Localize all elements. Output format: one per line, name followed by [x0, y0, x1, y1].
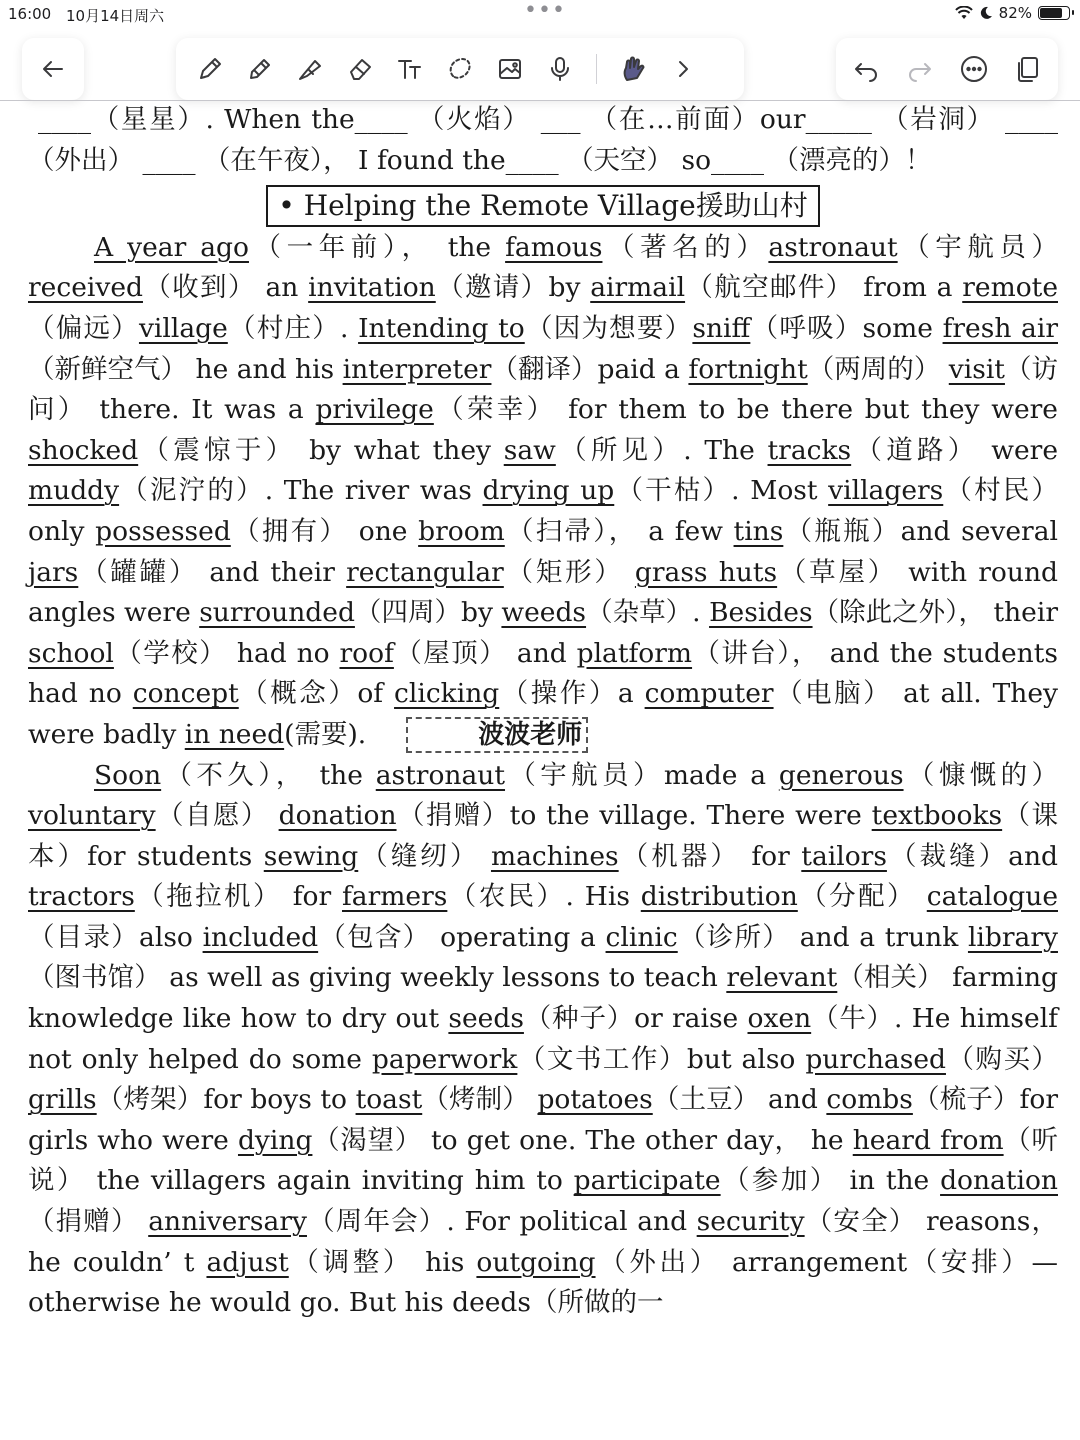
vocab-word: roof	[339, 637, 394, 669]
text-segment: （翻译）paid a	[491, 353, 689, 385]
text-segment: （学校） had no	[113, 637, 340, 669]
vocab-word: library	[967, 921, 1058, 953]
image-tool-button[interactable]	[490, 49, 530, 89]
vocab-word: donation	[940, 1165, 1058, 1197]
text-segment: （外出）	[595, 1246, 732, 1278]
vocab-word: astronaut	[375, 759, 506, 791]
text-icon	[395, 54, 425, 84]
chevron-right-icon	[668, 54, 698, 84]
status-time: 16:00	[8, 5, 52, 23]
vocab-word: grass huts	[634, 556, 778, 588]
text-segment: （购买）	[945, 1043, 1059, 1075]
text-segment: （邀请）by	[435, 272, 591, 304]
vocab-word: anniversary	[148, 1206, 307, 1238]
back-arrow-icon	[38, 54, 68, 84]
microphone-button[interactable]	[540, 49, 580, 89]
text-segment: （泥泞的）. The river was	[119, 475, 483, 507]
vocab-word: tractors	[28, 881, 135, 913]
vocab-word: machines	[490, 840, 619, 872]
vocab-word: outgoing	[476, 1246, 596, 1278]
text-segment: （听说） the villagers again inviting him to	[28, 1124, 1059, 1197]
text-segment: （种子）or raise	[523, 1003, 748, 1035]
pencil-tool-button[interactable]	[240, 49, 280, 89]
text-segment: （著名的）	[602, 231, 769, 263]
vocab-word: purchased	[805, 1043, 946, 1075]
text-segment: （拥有） one	[230, 515, 419, 547]
text-segment: （诊所） and a trunk	[677, 921, 968, 953]
text-segment: （包含） operating a	[318, 921, 606, 953]
vocab-word: donation	[278, 800, 397, 832]
vocab-word: catalogue	[926, 881, 1058, 913]
text-segment: （扫帚）， a few	[504, 515, 734, 547]
text-segment: （一年前）， the	[248, 231, 506, 263]
text-segment: （调整） his	[288, 1246, 477, 1278]
vocab-word: jars	[28, 556, 79, 588]
multitasking-dots-icon[interactable]: •••	[524, 0, 566, 23]
text-segment: （瓶瓶）and several	[783, 515, 1058, 547]
vocab-word: included	[202, 921, 319, 953]
more-icon	[959, 54, 989, 84]
text-segment: （讲台）， and the students had no	[28, 637, 1058, 710]
text-segment: （裁缝）and	[886, 840, 1059, 872]
lasso-icon	[445, 54, 475, 84]
paragraph-1	[28, 228, 1058, 756]
vocab-word: possessed	[95, 515, 231, 547]
status-date: 10月14日周六	[66, 7, 165, 25]
text-segment: （牛）. He himself not only helped do some	[28, 1003, 1058, 1075]
vocab-word: invitation	[308, 272, 436, 304]
marker-icon	[295, 54, 325, 84]
vocab-word: sewing	[263, 840, 359, 872]
text-segment: （村庄）.	[227, 312, 359, 344]
text-segment: （道路） were	[851, 434, 1059, 466]
moon-icon	[979, 6, 993, 20]
more-options-button[interactable]	[954, 49, 994, 89]
status-right	[955, 4, 1070, 22]
eraser-icon	[345, 54, 375, 84]
toolbar-separator	[596, 54, 597, 84]
pen-icon	[195, 54, 225, 84]
toolbar	[0, 32, 1080, 102]
text-segment: （渴望） to get one. The other day， he	[312, 1124, 853, 1156]
vocab-word: combs	[826, 1084, 913, 1116]
battery-percent: 82%	[998, 4, 1032, 22]
vocab-word: tracks	[767, 434, 852, 466]
more-tools-button[interactable]	[663, 49, 703, 89]
vocab-word: Soon	[94, 759, 162, 791]
vocab-word: received	[28, 272, 143, 304]
text-segment: （收到） an	[142, 272, 309, 304]
vocab-word: remote	[962, 272, 1058, 304]
battery-icon	[1038, 6, 1070, 20]
vocab-word: paperwork	[371, 1043, 518, 1075]
image-icon	[495, 54, 525, 84]
vocab-word: fresh air	[942, 312, 1058, 344]
pages-icon	[1013, 54, 1043, 84]
vocab-word: voluntary	[28, 800, 156, 832]
vocab-word: interpreter	[342, 353, 492, 385]
vocab-word: in need	[184, 718, 285, 750]
text-segment: （烤制）	[422, 1084, 538, 1116]
vocab-word: broom	[418, 515, 505, 547]
vocab-word: clinic	[605, 921, 678, 953]
text-segment: （草屋） with round angles were	[28, 556, 1058, 629]
vocab-word: tins	[733, 515, 784, 547]
text-segment: （参加） in the	[720, 1165, 941, 1197]
vocab-word: potatoes	[537, 1084, 653, 1116]
wifi-icon	[955, 6, 973, 20]
vocab-word: security	[696, 1206, 805, 1238]
text-segment: （杂草）.	[586, 597, 710, 629]
text-segment: （矩形）	[503, 556, 635, 588]
text-segment: （宇航员）	[897, 231, 1059, 263]
text-segment: （缝纫）	[358, 840, 491, 872]
lasso-tool-button[interactable]	[440, 49, 480, 89]
pages-button[interactable]	[1008, 49, 1048, 89]
text-segment: （干枯）. Most	[614, 475, 829, 507]
text-segment: （访问） there. It was a	[28, 353, 1058, 426]
hand-draw-icon	[618, 54, 648, 84]
vocab-word: shocked	[28, 434, 139, 466]
vocab-word: weeds	[501, 597, 587, 629]
text-segment: （罐罐） and their	[78, 556, 347, 588]
vocab-word: school	[28, 637, 114, 669]
section-heading	[28, 185, 1058, 228]
vocab-word: clicking	[394, 678, 500, 710]
vocab-word: airmail	[590, 272, 686, 304]
vocab-word: fortnight	[688, 353, 808, 385]
text-segment: （相关） farming knowledge like how to dry out	[28, 962, 1058, 1035]
eraser-tool-button[interactable]	[340, 49, 380, 89]
redo-icon	[905, 54, 935, 84]
vocab-word: adjust	[206, 1246, 289, 1278]
text-segment: （捐赠）	[28, 1206, 149, 1238]
text-segment: （课本）for students	[28, 800, 1058, 872]
vocab-word: muddy	[28, 475, 120, 507]
text-segment: （烤架）for boys to	[96, 1084, 356, 1116]
text-segment: （农民）. His	[447, 881, 641, 913]
vocab-word: tailors	[801, 840, 887, 872]
text-segment: （呼吸）some	[750, 312, 943, 344]
vocab-word: computer	[644, 678, 774, 710]
text-segment: （屋顶） and	[393, 637, 577, 669]
text-segment: （因为想要）	[524, 312, 693, 344]
vocab-word: distribution	[640, 881, 798, 913]
vocab-word: participate	[573, 1165, 721, 1197]
tools-pill	[176, 38, 744, 100]
hand-draw-button[interactable]	[613, 49, 653, 89]
text-segment: （拖拉机） for	[134, 881, 342, 913]
microphone-icon	[545, 54, 575, 84]
vocab-word: Besides	[709, 597, 813, 629]
text-segment: （安全） reasons， he couldn’ t	[28, 1206, 1058, 1278]
vocab-word: seeds	[448, 1003, 524, 1035]
vocab-word: textbooks	[871, 800, 1003, 832]
redo-button[interactable]	[900, 49, 940, 89]
vocab-word: platform	[576, 637, 693, 669]
vocab-word: A year ago	[94, 231, 249, 263]
vocab-word: saw	[503, 434, 556, 466]
text-segment: （震惊于） by what they	[138, 434, 504, 466]
vocab-word: relevant	[726, 962, 838, 994]
text-segment: （宇航员）made a	[505, 759, 779, 791]
teacher-watermark: 波波老师	[406, 717, 588, 753]
text-segment: （机器） for	[618, 840, 802, 872]
vocab-word: villagers	[828, 475, 944, 507]
vocab-word: concept	[132, 678, 239, 710]
back-button[interactable]	[33, 49, 73, 89]
text-segment: （梳子）for girls who were	[28, 1084, 1058, 1156]
marker-tool-button[interactable]	[290, 49, 330, 89]
vocab-word: Intending to	[358, 312, 525, 344]
text-segment: （四周）by	[354, 597, 502, 629]
pen-tool-button[interactable]	[190, 49, 230, 89]
text-tool-button[interactable]	[390, 49, 430, 89]
section-heading-box: • Helping the Remote Village援助山村	[266, 185, 819, 227]
text-segment: （目录）also	[28, 921, 203, 953]
text-segment: （所见）. The	[555, 434, 768, 466]
text-segment: （电脑） at all. They were badly	[28, 678, 1058, 750]
vocab-word: toast	[355, 1084, 423, 1116]
text-segment: （慷慨的）	[903, 759, 1058, 791]
text-segment: （操作）a	[499, 678, 645, 710]
vocab-word: generous	[778, 759, 904, 791]
vocab-word: visit	[948, 353, 1005, 385]
text-segment: arrangement（安排）—otherwise he would go. But his deeds（所做的一	[28, 1246, 1058, 1319]
vocab-word: famous	[505, 231, 603, 263]
text-segment: （村民） only	[28, 475, 1058, 547]
text-segment: （航空邮件） from a	[685, 272, 963, 304]
text-segment: （两周的）	[807, 353, 949, 385]
text-segment: （分配）	[797, 881, 927, 913]
text-segment: （新鲜空气） he and his	[28, 353, 343, 385]
vocab-word: heard from	[852, 1124, 1004, 1156]
text-segment: （土豆） and	[652, 1084, 827, 1116]
text-segment: （图书馆） as well as giving weekly lessons to teach	[28, 962, 727, 994]
vocab-word: sniff	[692, 312, 751, 344]
vocab-word: grills	[28, 1084, 97, 1116]
vocab-word: farmers	[342, 881, 448, 913]
vocab-word: drying up	[482, 475, 615, 507]
text-segment: (需要).	[284, 718, 367, 750]
undo-button[interactable]	[846, 49, 886, 89]
note-page[interactable]	[28, 100, 1058, 1324]
status-bar	[0, 0, 1080, 28]
text-segment: （概念）of	[238, 678, 395, 710]
text-segment: （周年会）. For political and	[306, 1206, 697, 1238]
text-segment: （不久）， the	[161, 759, 376, 791]
paragraph-2	[28, 756, 1058, 1324]
text-segment: （除此之外）， their	[812, 597, 1058, 629]
undo-icon	[851, 54, 881, 84]
actions-pill	[836, 38, 1058, 100]
vocab-word: dying	[237, 1124, 313, 1156]
vocab-word: oxen	[747, 1003, 812, 1035]
back-pill	[22, 38, 84, 100]
vocab-word: surrounded	[199, 597, 355, 629]
text-segment: （偏远）	[28, 312, 139, 344]
pencil-icon	[245, 54, 275, 84]
intro-paragraph: ____（星星）. When the____ （火焰） ___ （在…前面）our_____ （岩洞） ____ （外出） ____ （在午夜）， I found the____ （天空） so____ （漂亮的）！	[28, 104, 1058, 176]
text-segment: （捐赠）to the village. There were	[396, 800, 872, 832]
text-segment: （自愿）	[155, 800, 279, 832]
text-segment: （荣幸） for them to be there but they were	[433, 394, 1058, 426]
vocab-word: astronaut	[768, 231, 898, 263]
vocab-word: rectangular	[346, 556, 504, 588]
vocab-word: privilege	[315, 394, 434, 426]
vocab-word: village	[138, 312, 228, 344]
text-segment: （文书工作）but also	[517, 1043, 806, 1075]
